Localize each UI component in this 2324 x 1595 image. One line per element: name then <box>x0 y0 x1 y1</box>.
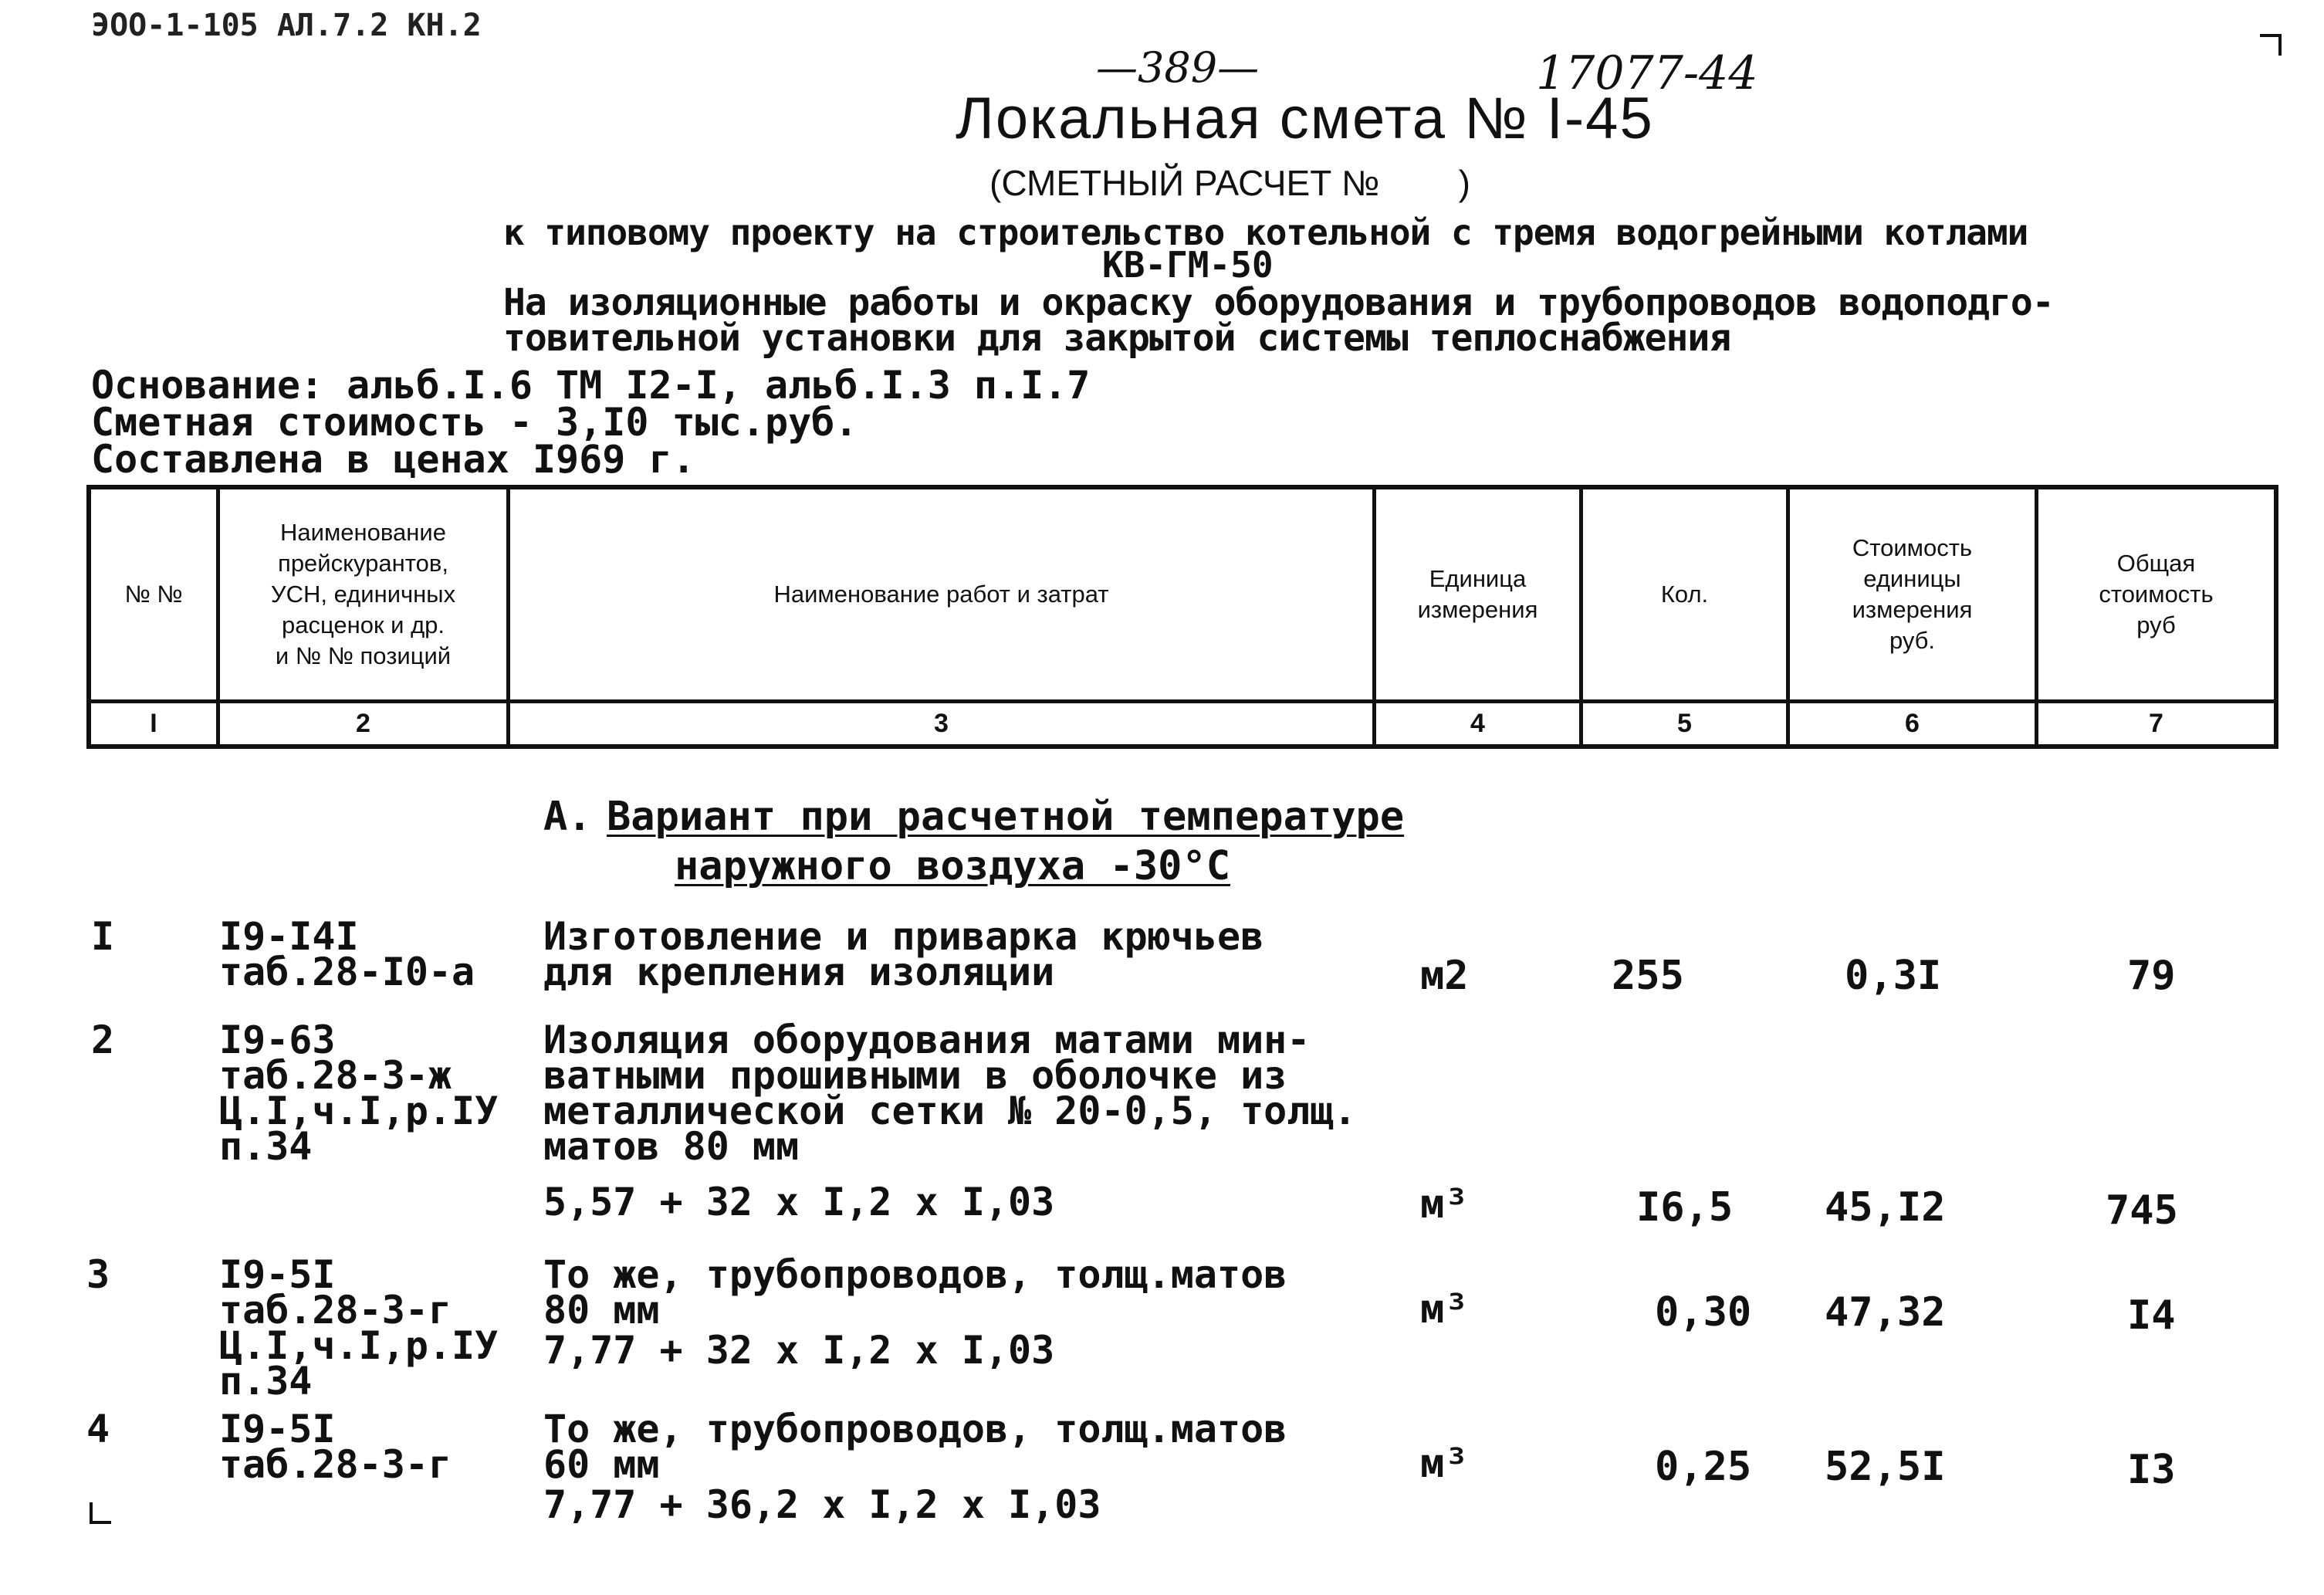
column-number: 3 <box>934 709 949 738</box>
row-code: Ц.I,ч.I,р.IУ <box>219 1089 499 1133</box>
header-col-work-name: Наименование работ и затрат <box>773 581 1109 608</box>
row-quantity: 255 <box>1612 953 1684 999</box>
corner-mark-bottom-left <box>90 1502 111 1524</box>
row-description: для крепления изоляции <box>543 950 1055 994</box>
column-number: 7 <box>2149 709 2163 738</box>
document-code: 17077-44 <box>1536 46 1758 100</box>
row-code: п.34 <box>219 1359 313 1404</box>
row-unit-price: 47,32 <box>1825 1289 1946 1336</box>
row-code: I9-I4I <box>219 914 359 959</box>
row-number: 2 <box>91 1018 115 1062</box>
row-description: 80 мм <box>543 1288 660 1333</box>
estimated-cost-line: Сметная стоимость - 3,I0 тыс.руб. <box>91 400 858 445</box>
row-total: I3 <box>2127 1447 2176 1493</box>
subtitle: (СМЕТНЫЙ РАСЧЕТ № ) <box>989 163 1470 203</box>
row-quantity: 0,25 <box>1655 1444 1752 1490</box>
project-line-1: к типовому проекту на строительство котельной с тремя водогрейными котлами <box>503 212 2028 253</box>
header-col-reference: Наименование прейскурантов, УСН, единичных расценок и др. и № № позиций <box>270 519 456 669</box>
page-title: Локальная смета № I-45 <box>956 86 1654 151</box>
row-quantity: I6,5 <box>1636 1184 1734 1231</box>
row-code: Ц.I,ч.I,р.IУ <box>219 1323 499 1368</box>
corner-mark-top-right <box>2260 34 2282 56</box>
row-unit: м2 <box>1420 953 1469 999</box>
row-description: Изоляция оборудования матами мин- <box>543 1018 1311 1062</box>
row-code: I9-5I <box>219 1252 336 1297</box>
row-code: таб.28-3-г <box>219 1442 452 1487</box>
work-line-2: товительной установки для закрытой системы теплоснабжения <box>503 317 1731 360</box>
estimate-table-header <box>86 485 2278 749</box>
column-number: 2 <box>356 709 370 738</box>
basis-line: Основание: альб.I.6 ТМ I2-I, альб.I.3 п.I.7 <box>91 363 1091 408</box>
top-left-code: ЭОО-1-105 АЛ.7.2 КН.2 <box>91 8 482 43</box>
header-col-quantity: Кол. <box>1660 581 1709 608</box>
column-number: 5 <box>1677 709 1692 738</box>
row-number: I <box>91 914 115 959</box>
row-quantity: 0,30 <box>1655 1289 1752 1336</box>
row-description: ватными прошивными в оболочке из <box>543 1053 1287 1098</box>
work-line-1: На изоляционные работы и окраску оборудования и трубопроводов водоподго- <box>503 281 2054 324</box>
row-formula: 7,77 + 36,2 х I,2 х I,03 <box>543 1482 1101 1527</box>
row-unit-price: 0,3I <box>1845 953 1942 999</box>
column-number: 6 <box>1905 709 1920 738</box>
row-code: I9-5I <box>219 1407 336 1451</box>
row-unit: м³ <box>1420 1286 1469 1333</box>
section-heading-line-1: Вариант при расчетной температуре <box>607 794 1405 840</box>
row-code: I9-63 <box>219 1018 336 1062</box>
row-description: матов 80 мм <box>543 1124 800 1169</box>
header-col-number: № № <box>124 581 183 608</box>
row-description: То же, трубопроводов, толщ.матов <box>543 1407 1287 1451</box>
row-description: 60 мм <box>543 1442 660 1487</box>
row-total: 745 <box>2106 1187 2178 1234</box>
header-col-total-cost: Общая стоимость руб <box>2099 550 2214 638</box>
row-unit-price: 45,I2 <box>1825 1184 1946 1231</box>
row-code: таб.28-3-г <box>219 1288 452 1333</box>
row-formula: 5,57 + 32 х I,2 х I,03 <box>543 1180 1055 1224</box>
row-total: I4 <box>2127 1292 2176 1339</box>
row-unit-price: 52,5I <box>1825 1444 1946 1490</box>
header-col-unit: Единица измерения <box>1417 565 1538 623</box>
row-description: металлической сетки № 20-0,5, толщ. <box>543 1089 1357 1133</box>
row-code: п.34 <box>219 1124 313 1169</box>
column-number: I <box>150 709 157 738</box>
row-unit: м³ <box>1420 1441 1469 1487</box>
row-unit: м³ <box>1420 1181 1469 1228</box>
row-formula: 7,77 + 32 х I,2 х I,03 <box>543 1328 1055 1373</box>
row-code: таб.28-I0-а <box>219 950 475 994</box>
section-heading-line-2: наружного воздуха -30°С <box>675 843 1231 889</box>
section-prefix: А. <box>543 794 592 840</box>
row-total: 79 <box>2127 953 2176 999</box>
row-description: То же, трубопроводов, толщ.матов <box>543 1252 1287 1297</box>
row-code: таб.28-3-ж <box>219 1053 452 1098</box>
row-description: Изготовление и приварка крючьев <box>543 914 1264 959</box>
column-number: 4 <box>1470 709 1485 738</box>
prices-year-line: Составлена в ценах I969 г. <box>91 437 695 482</box>
header-col-unit-cost: Стоимость единицы измерения руб. <box>1852 534 1973 654</box>
page-number: —389— <box>1096 43 1260 92</box>
row-number: 3 <box>86 1252 110 1297</box>
project-line-2: КВ-ГМ-50 <box>1102 244 1274 286</box>
row-number: 4 <box>86 1407 110 1451</box>
